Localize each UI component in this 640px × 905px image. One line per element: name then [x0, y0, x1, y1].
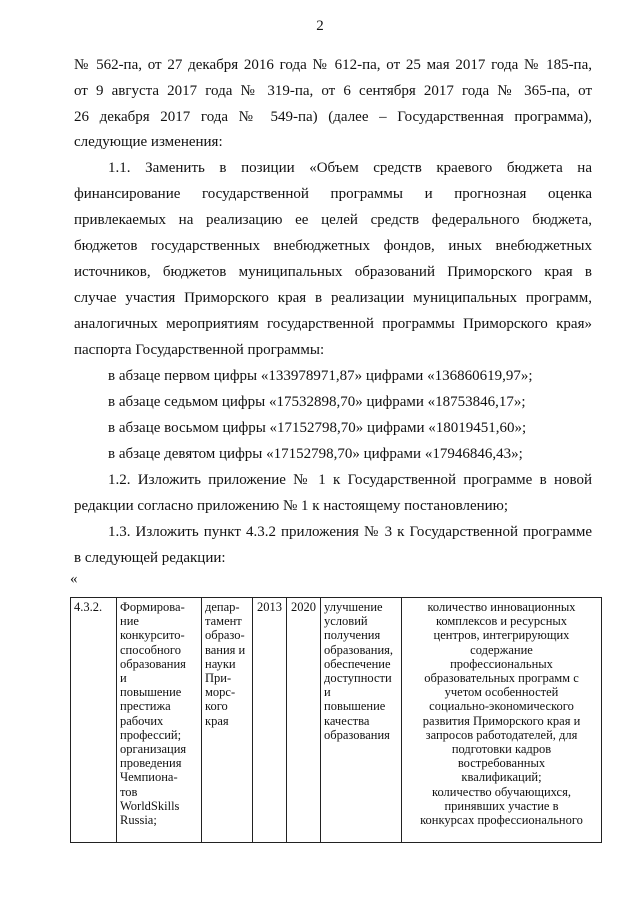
result-line: образования,: [324, 642, 394, 657]
cell-result: [321, 598, 402, 843]
result-line: улучшение: [324, 600, 383, 614]
paragraph-line: в следующей редакции:: [74, 550, 226, 566]
indicator-line: учетом особенностей: [444, 685, 559, 700]
indicator-line: квалификаций;: [461, 770, 542, 785]
task-line: повышение: [120, 685, 182, 700]
paragraph-line: привлекаемых на реализацию ее целей средств федерального бюджета,: [74, 212, 592, 228]
item-number: 4.3.2.: [74, 600, 103, 614]
paragraph-line: в абзаце девятом цифры «17152798,70» цифрами «17946846,43»;: [108, 446, 523, 462]
paragraph-line: финансирование государственной программы и прогнозная оценка: [74, 186, 592, 202]
task-line: Russia;: [120, 813, 157, 828]
year-end: 2020: [291, 600, 316, 614]
cell-item-number: [71, 598, 117, 843]
paragraph-line: в абзаце первом цифры «133978971,87» цифрами «136860619,97»;: [108, 368, 533, 384]
task-line: рабочих: [120, 713, 164, 728]
opening-quote: «: [70, 571, 78, 587]
indicator-line: содержание: [470, 642, 533, 657]
task-line: конкурсито-: [120, 628, 185, 643]
amendment-table: [70, 597, 602, 843]
paragraph-line: в абзаце седьмом цифры «17532898,70» цифрами «18753846,17»;: [108, 394, 526, 410]
indicator-line: образовательных программ с: [424, 671, 579, 686]
result-line: качества: [324, 713, 370, 728]
paragraph-line: 26 декабря 2017 года № 549-па) (далее – Государственная программа),: [74, 109, 592, 125]
task-line: и: [120, 671, 127, 686]
indicator-line: количество инновационных: [427, 600, 576, 614]
paragraph-line: № 562-па, от 27 декабря 2016 года № 612-па, от 25 мая 2017 года № 185-па,: [74, 57, 592, 73]
paragraph-line: от 9 августа 2017 года № 319-па, от 6 сентября 2017 года № 365-па, от: [74, 83, 592, 99]
indicator-line: конкурсах профессионального: [420, 813, 583, 828]
result-line: обеспечение: [324, 656, 391, 671]
cell-indicators: [402, 598, 602, 843]
indicator-line: комплексов и ресурсных: [435, 614, 568, 629]
paragraph-line: 1.1. Заменить в позиции «Объем средств краевого бюджета на: [108, 160, 592, 176]
task-line: WorldSkills: [120, 798, 180, 813]
cell-year-start: [253, 598, 287, 843]
paragraph-line: 1.3. Изложить пункт 4.3.2 приложения № 3 к Государственной программе: [108, 524, 592, 540]
department-line: края: [205, 713, 229, 728]
department-line: вания и: [205, 642, 246, 657]
paragraph-line: случае участия Приморского края в реализации муниципальных программ,: [74, 290, 592, 306]
paragraph-line: следующие изменения:: [74, 134, 223, 150]
cell-year-end: [287, 598, 321, 843]
department-line: депар-: [205, 600, 240, 614]
indicator-line: социально-экономического: [429, 699, 574, 714]
indicator-line: принявших участие в: [444, 798, 559, 813]
cell-task: [117, 598, 202, 843]
task-line: ние: [120, 614, 139, 629]
result-line: получения: [324, 628, 381, 643]
indicator-line: количество обучающихся,: [432, 784, 571, 799]
paragraph-line: паспорта Государственной программы:: [74, 342, 325, 358]
paragraph-line: бюджетов государственных внебюджетных фондов, иных внебюджетных: [74, 238, 592, 254]
task-line: тов: [120, 784, 138, 799]
paragraph-line: 1.2. Изложить приложение № 1 к Государственной программе в новой: [108, 472, 592, 488]
indicator-line: подготовки кадров: [451, 742, 552, 757]
task-line: способного: [120, 642, 181, 657]
department-line: морс-: [205, 685, 236, 700]
year-start: 2013: [257, 600, 282, 614]
indicator-line: востребованных: [457, 756, 546, 771]
department-line: образо-: [205, 628, 245, 643]
paragraph-line: аналогичных мероприятиям государственной программы Приморского края»: [74, 316, 592, 332]
indicator-line: развития Приморского края и: [422, 713, 581, 728]
result-line: образования: [324, 727, 390, 742]
result-line: повышение: [324, 699, 386, 714]
page-number: 2: [316, 18, 324, 34]
task-line: Чемпиона-: [120, 770, 178, 785]
result-line: и: [324, 685, 331, 700]
result-line: доступности: [324, 671, 392, 686]
task-line: престижа: [120, 699, 171, 714]
paragraph-line: в абзаце восьмом цифры «17152798,70» цифрами «18019451,60»;: [108, 420, 527, 436]
task-line: профессий;: [120, 727, 182, 742]
task-line: Формирова-: [120, 600, 185, 614]
task-line: проведения: [120, 756, 182, 771]
indicator-line: центров, интегрирующих: [433, 628, 570, 643]
department-line: науки: [205, 656, 236, 671]
table-row: [71, 598, 602, 843]
indicator-line: запросов работодателей, для: [425, 727, 578, 742]
department-line: тамент: [205, 614, 242, 629]
department-line: При-: [205, 671, 232, 686]
result-line: условий: [324, 614, 368, 629]
cell-department: [202, 598, 253, 843]
paragraph-line: источников, бюджетов муниципальных образований Приморского края в: [74, 264, 592, 280]
indicator-line: профессиональных: [450, 656, 553, 671]
department-line: кого: [205, 699, 228, 714]
task-line: организация: [120, 742, 187, 757]
task-line: образования: [120, 656, 186, 671]
paragraph-line: редакции согласно приложению № 1 к настоящему постановлению;: [74, 498, 509, 514]
